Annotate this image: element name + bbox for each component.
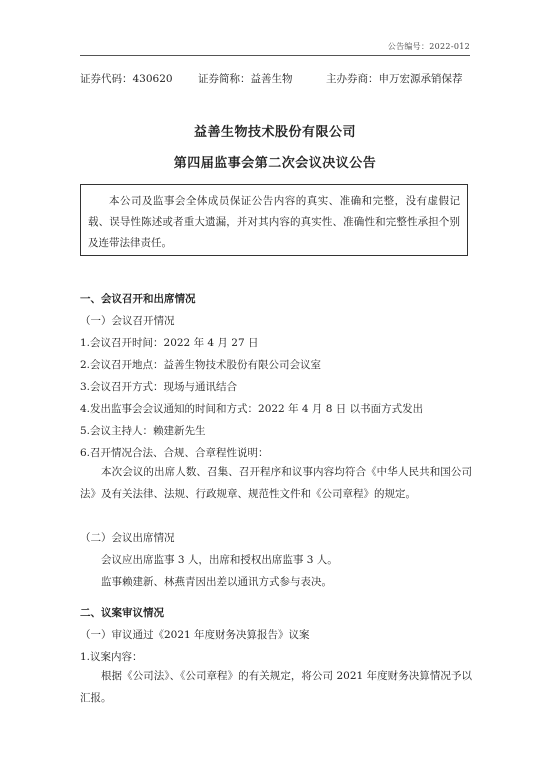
header-divider — [80, 55, 470, 56]
announcement-title: 第四届监事会第二次会议决议公告 — [173, 156, 377, 171]
compliance-text: 本次会议的出席人数、召集、召开程序和议事内容均符合《中华人民共和国公司法》及有关法律、法规、行政规章、规范性文件和《公司章程》的规定。 — [80, 466, 472, 500]
stock-name: 证券简称：益善生物 — [198, 73, 293, 85]
meeting-host: 5.会议主持人：赖建新先生 — [80, 425, 206, 437]
section1-heading: 一、会议召开和出席情况 — [80, 293, 196, 305]
compliance-heading: 6.召开情况合法、合规、合章程性说明： — [80, 447, 269, 459]
section2-heading: 二、议案审议情况 — [80, 607, 164, 619]
disclaimer-box: 本公司及监事会全体成员保证公告内容的真实、准确和完整，没有虚假记载、误导性陈述或者重大遗漏，并对其内容的真实性、准确性和完整性承担个别及连带法律责任。 — [80, 184, 468, 256]
announcement-number: 公告编号：2022-012 — [387, 42, 470, 51]
stock-meta-line — [80, 71, 480, 86]
attendance-remote: 监事赖建新、林燕青因出差以通讯方式参与表决。 — [101, 576, 332, 588]
stock-code: 证券代码：430620 — [80, 73, 173, 85]
meeting-time: 1.会议召开时间：2022 年 4 月 27 日 — [80, 337, 259, 349]
section1-sub2: （二）会议出席情况 — [80, 532, 175, 544]
company-title: 益善生物技术股份有限公司 — [193, 125, 356, 140]
section1-sub1: （一）会议召开情况 — [80, 315, 175, 327]
attendance-count: 会议应出席监事 3 人，出席和授权出席监事 3 人。 — [101, 554, 338, 566]
meeting-method: 3.会议召开方式：现场与通讯结合 — [80, 381, 238, 393]
proposal-content-text: 根据《公司法》、《公司章程》的有关规定，将公司 2021 年度财务决算情况予以汇报。 — [80, 670, 472, 704]
proposal-content-label: 1.议案内容： — [80, 651, 143, 663]
meeting-location: 2.会议召开地点：益善生物技术股份有限公司会议室 — [80, 359, 322, 371]
sponsor-broker: 主办券商：申万宏源承销保荐 — [326, 73, 463, 85]
notice-time-method: 4.发出监事会会议通知的时间和方式：2022 年 4 月 8 日 以书面方式发出 — [80, 403, 424, 415]
section2-sub1: （一）审议通过《2021 年度财务决算报告》议案 — [80, 629, 310, 641]
